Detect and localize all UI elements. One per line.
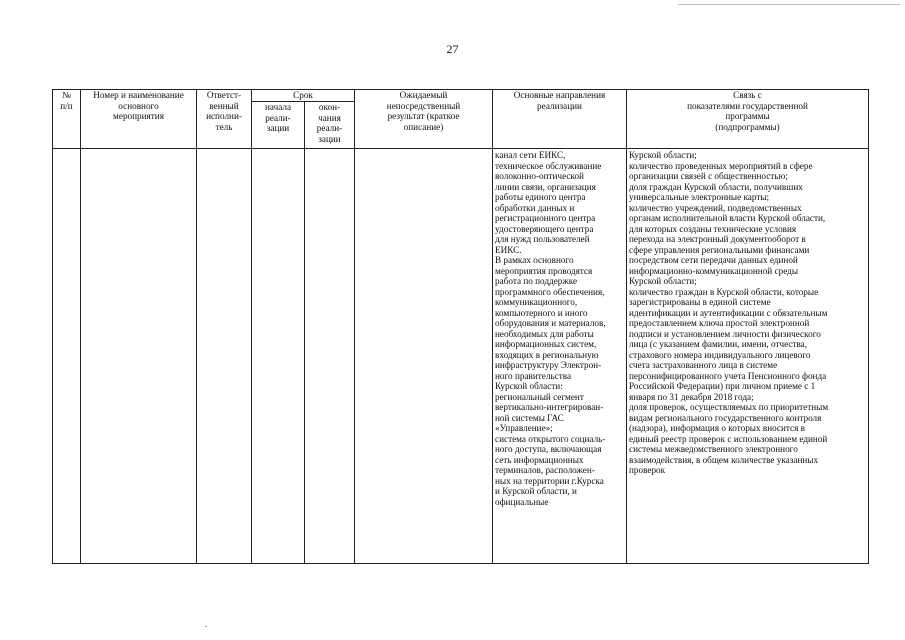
scan-mark [205, 626, 207, 627]
cell-responsible [197, 149, 252, 564]
header-term-text: Срок [293, 90, 313, 100]
header-result-text: Ожидаемый непосредственный результат (краткое описание) [386, 90, 461, 132]
cell-link [627, 149, 869, 564]
header-responsible [197, 90, 252, 149]
directions-text: канал сети ЕИКС, техническое обслуживание волоконно-оптической линии связи, организация работы единого центра обработки данных и регистрационного центра удостоверяющего центра для нужд пользователей ЕИКС. В рамках основного мероприятия проводятся работа по поддержке программного обеспечения, коммуникационного, компьютерного и иного оборудования и материалов, необходимых для работы информационных систем, входящих в региональную инфраструктуру Электрон- ного правительства Курской области: региональный сегмент вертикально-интегрирован- ной системы ГАС «Управление»; система открытого социаль- ного доступа, включающая сеть информационных терминалов, расположен- ных на территории г.Курска и Курской области, и официальные [495, 150, 606, 507]
link-text: Курской области; количество проведенных мероприятий в сфере организации связей с общественностью; доля граждан Курской области, получивших универсальные электронные карты; количество учреждений, подведомственных органам исполнительной власти Курской области, для которых созданы технические условия перехода на электронный документооборот в сфере управления региональными финансами посредством сети передачи данных единой информационно-коммуникационной среды Курской области; количество граждан в Курской области, которые зарегистрированы в единой системе идентификации и аутентификации с обязательным предоставлением ключа простой электронной подписи и установлением личности физического лица (с указанием фамилии, имени, отчества, страхового номера индивидуального лицевого счета застрахованного лица в системе персонифицированного учета Пенсионного фонда Российской Федерации) при личном приеме с 1 января по 31 декабря 2018 года; доля проверок, осуществляемых по приоритетным видам регионального государственного контроля (надзора), информация о которых вносится в единый реестр проверок с использованием единой системы межведомственного электронного взаимодействия, в общем количестве указанных проверок [629, 150, 829, 475]
header-end [305, 102, 355, 149]
header-start-text: начала реали- зации [264, 102, 292, 133]
header-end-text: окон- чания реали- зации [316, 102, 343, 144]
header-num-text: № п/п [60, 90, 73, 111]
cell-directions [493, 149, 627, 564]
table-row [53, 149, 869, 564]
cell-num [53, 149, 81, 564]
header-start [252, 102, 305, 149]
header-directions-text: Основные направления реализации [513, 90, 606, 111]
page-number: 27 [446, 42, 459, 56]
measures-table [52, 89, 869, 564]
cell-end [305, 149, 355, 564]
header-result [355, 90, 493, 149]
header-directions [493, 90, 627, 149]
cell-start [252, 149, 305, 564]
header-name-text: Номер и наименование основного мероприятия [93, 90, 184, 121]
header-row-1 [53, 90, 869, 102]
top-rule [678, 4, 900, 5]
header-link [627, 90, 869, 149]
header-responsible-text: Ответст- венный исполни- тель [206, 90, 242, 132]
header-name [81, 90, 197, 149]
header-term [252, 90, 355, 102]
cell-result [355, 149, 493, 564]
cell-name [81, 149, 197, 564]
header-link-text: Связь с показателями государственной программы (подпрограммы) [687, 90, 808, 132]
header-num [53, 90, 81, 149]
